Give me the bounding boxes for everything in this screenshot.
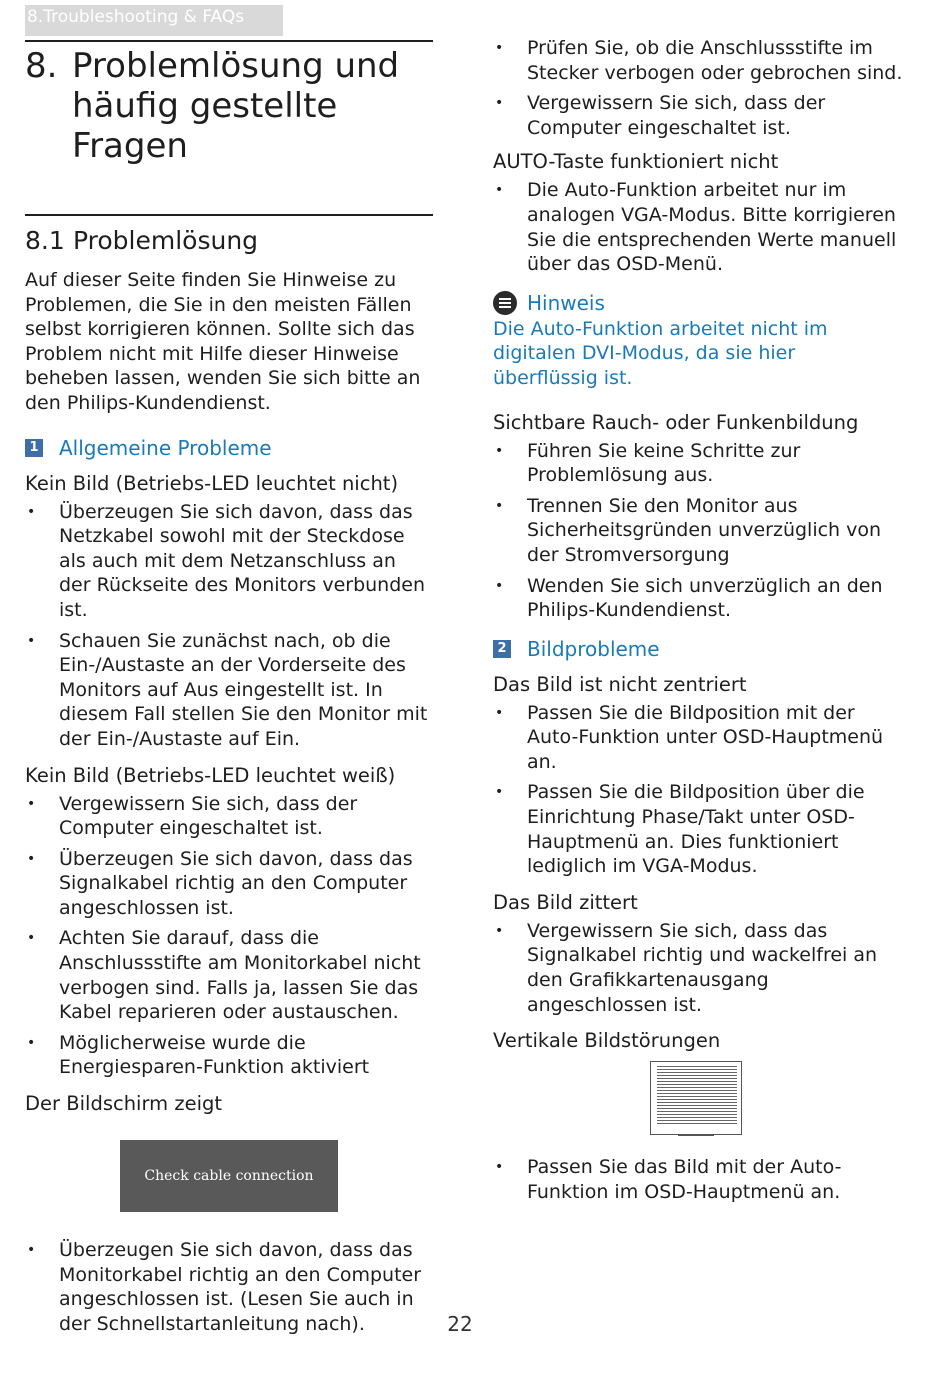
- list-item: • Prüfen Sie, ob die Anschlussstifte im Stecker verbogen oder gebrochen sind.: [493, 36, 903, 85]
- section-tab: 8.Troubleshooting & FAQs: [25, 5, 283, 36]
- bullet-list: [493, 36, 903, 140]
- list-item: • Die Auto-Funktion arbeitet nur im analogen VGA-Modus. Bitte korrigieren Sie die entsprechenden Werte manuell über das OSD-Menü.: [493, 178, 903, 276]
- list-item: • Passen Sie die Bildposition mit der Auto-Funktion unter OSD-Hauptmenü an.: [493, 701, 903, 775]
- list-item: • Überzeugen Sie sich davon, dass das Monitorkabel richtig an den Computer angeschlossen ist. (Lesen Sie auch in der Schnellstartanleitung nach).: [25, 1238, 433, 1336]
- bullet-list: [25, 500, 433, 752]
- category-title: Allgemeine Probleme: [59, 435, 272, 460]
- list-item: • Schauen Sie zunächst nach, ob die Ein-/Austaste an der Vorderseite des Monitors auf Aus eingestellt ist. In diesem Fall stellen Sie den Monitor mit der Ein-/Austaste auf Ein.: [25, 629, 433, 752]
- monitor-illustration-icon: [650, 1061, 742, 1141]
- problem-heading: Das Bild zittert: [493, 890, 638, 914]
- list-item: • Überzeugen Sie sich davon, dass das Signalkabel richtig an den Computer angeschlossen ist.: [25, 847, 433, 921]
- section-title-text: Problemlösung: [73, 226, 259, 255]
- list-item: • Passen Sie die Bildposition über die Einrichtung Phase/Takt unter OSD-Hauptmenü an. Dies funktioniert lediglich im VGA-Modus.: [493, 780, 903, 878]
- left-column: [25, 40, 433, 1342]
- list-item: • Wenden Sie sich unverzüglich an den Philips-Kundendienst.: [493, 574, 903, 623]
- category-number-badge: 2: [493, 640, 511, 658]
- bullet-list: [493, 439, 903, 623]
- chapter-title: [25, 46, 433, 166]
- screen-message-box: Check cable connection: [120, 1140, 338, 1212]
- note-title: Hinweis: [527, 290, 605, 315]
- chapter-rule: [25, 40, 433, 42]
- list-item: • Überzeugen Sie sich davon, dass das Netzkabel sowohl mit der Steckdose als auch mit dem Netzanschluss an der Rückseite des Monitors verbunden ist.: [25, 500, 433, 623]
- problem-heading: Kein Bild (Betriebs-LED leuchtet nicht): [25, 471, 399, 495]
- bullet-list: [493, 1155, 903, 1204]
- category-number-badge: 1: [25, 439, 43, 457]
- note-text: Die Auto-Funktion arbeitet nicht im digitalen DVI-Modus, da sie hier überflüssig ist.: [493, 317, 828, 389]
- category-image: [493, 637, 903, 661]
- page-number: 22: [447, 1312, 473, 1336]
- bullet-list: [493, 701, 903, 879]
- section-number: 8.1: [25, 226, 65, 255]
- list-item: • Vergewissern Sie sich, dass der Computer eingeschaltet ist.: [493, 91, 903, 140]
- category-general: [25, 436, 433, 460]
- problem-heading: Vertikale Bildstörungen: [493, 1029, 721, 1053]
- intro-paragraph: Auf dieser Seite finden Sie Hinweise zu Problemen, die Sie in den meisten Fällen selbst korrigieren können. Sollte sich das Problem nicht mit Hilfe dieser Hinweise beheben lassen, wenden Sie sich bitte an den Philips-Kundendienst.: [25, 269, 421, 414]
- chapter-title-text: Problemlösung und häufig gestellte Fragen: [72, 46, 400, 166]
- section-rule: [25, 214, 433, 216]
- bullet-list: [25, 792, 433, 1081]
- chapter-number: 8.: [25, 46, 58, 86]
- list-item: • Führen Sie keine Schritte zur Problemlösung aus.: [493, 439, 903, 488]
- right-column: [493, 36, 903, 1210]
- problem-heading: AUTO-Taste funktioniert nicht: [493, 150, 779, 174]
- list-item: • Achten Sie darauf, dass die Anschlussstifte am Monitorkabel nicht verbogen sind. Falls ja, lassen Sie das Kabel reparieren oder austauschen.: [25, 926, 433, 1024]
- list-item: • Vergewissern Sie sich, dass der Computer eingeschaltet ist.: [25, 792, 433, 841]
- problem-heading: Sichtbare Rauch- oder Funkenbildung: [493, 410, 859, 434]
- list-item: • Trennen Sie den Monitor aus Sicherheitsgründen unverzüglich von der Stromversorgung: [493, 494, 903, 568]
- problem-heading: Kein Bild (Betriebs-LED leuchtet weiß): [25, 763, 396, 787]
- list-item: • Vergewissern Sie sich, dass das Signalkabel richtig und wackelfrei an den Grafikkartenausgang angeschlossen ist.: [493, 919, 903, 1017]
- list-item: • Möglicherweise wurde die Energiesparen-Funktion aktiviert: [25, 1031, 433, 1080]
- note-icon: [493, 291, 517, 315]
- bullet-list: [493, 178, 903, 276]
- bullet-list: [493, 919, 903, 1017]
- note-heading: [493, 291, 903, 315]
- problem-heading: Das Bild ist nicht zentriert: [493, 672, 747, 696]
- problem-heading: Der Bildschirm zeigt: [25, 1092, 223, 1116]
- section-title: [25, 226, 433, 256]
- category-title: Bildprobleme: [527, 636, 660, 661]
- list-item: • Passen Sie das Bild mit der Auto-Funktion im OSD-Hauptmenü an.: [493, 1155, 903, 1204]
